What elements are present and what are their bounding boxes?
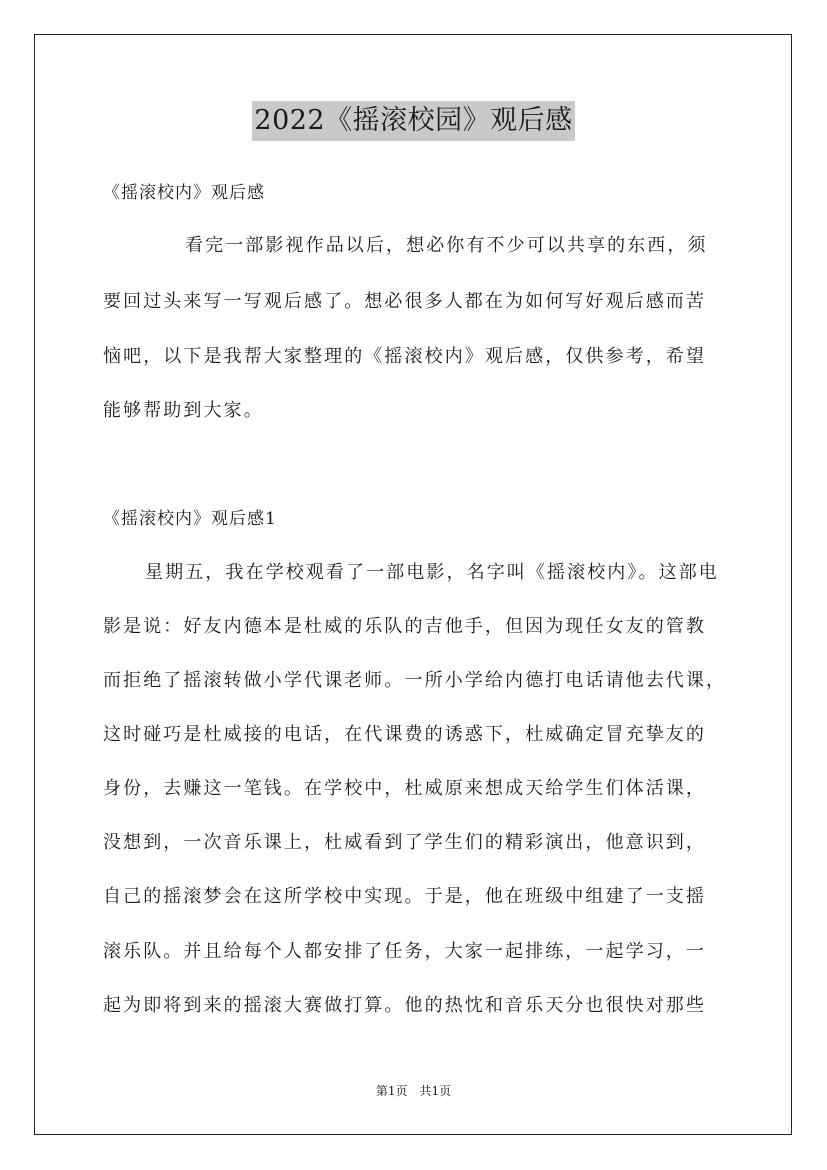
title-block <box>0 101 827 141</box>
subtitle: 《摇滚校内》观后感 <box>103 183 265 203</box>
body-line: 这时碰巧是杜威接的电话，在代课费的诱惑下，杜威确定冒充挚友的 <box>103 724 706 745</box>
intro-line: 恼吧，以下是我帮大家整理的《摇滚校内》观后感，仅供参考，希望 <box>103 346 706 367</box>
intro-line: 要回过头来写一写观后感了。想必很多人都在为如何写好观后感而苦 <box>103 291 706 312</box>
body-line: 自己的摇滚梦会在这所学校中实现。于是，他在班级中组建了一支摇 <box>103 886 706 907</box>
document-title: 2022《摇滚校园》观后感 <box>252 101 574 141</box>
body-line: 没想到，一次音乐课上，杜威看到了学生们的精彩演出，他意识到， <box>103 832 706 853</box>
page-footer: 第1页 共1页 <box>375 1084 452 1098</box>
body-line: 星期五，我在学校观看了一部电影，名字叫《摇滚校内》。这部电 <box>145 562 719 583</box>
body-line: 身份，去赚这一笔钱。在学校中，杜威原来想成天给学生们体活课， <box>103 778 706 799</box>
section-heading: 《摇滚校内》观后感1 <box>103 509 277 529</box>
body-line: 起为即将到来的摇滚大赛做打算。他的热忱和音乐天分也很快对那些 <box>103 995 706 1016</box>
body-line: 影是说：好友内德本是杜威的乐队的吉他手，但因为现任女友的管教 <box>103 616 706 637</box>
intro-line: 看完一部影视作品以后，想必你有不少可以共享的东西，须 <box>185 235 708 256</box>
intro-line: 能够帮助到大家。 <box>103 400 264 421</box>
body-line: 而拒绝了摇滚转做小学代课老师。一所小学给内德打电话请他去代课， <box>103 670 727 691</box>
body-line: 滚乐队。并且给每个人都安排了任务，大家一起排练，一起学习，一 <box>103 941 706 962</box>
